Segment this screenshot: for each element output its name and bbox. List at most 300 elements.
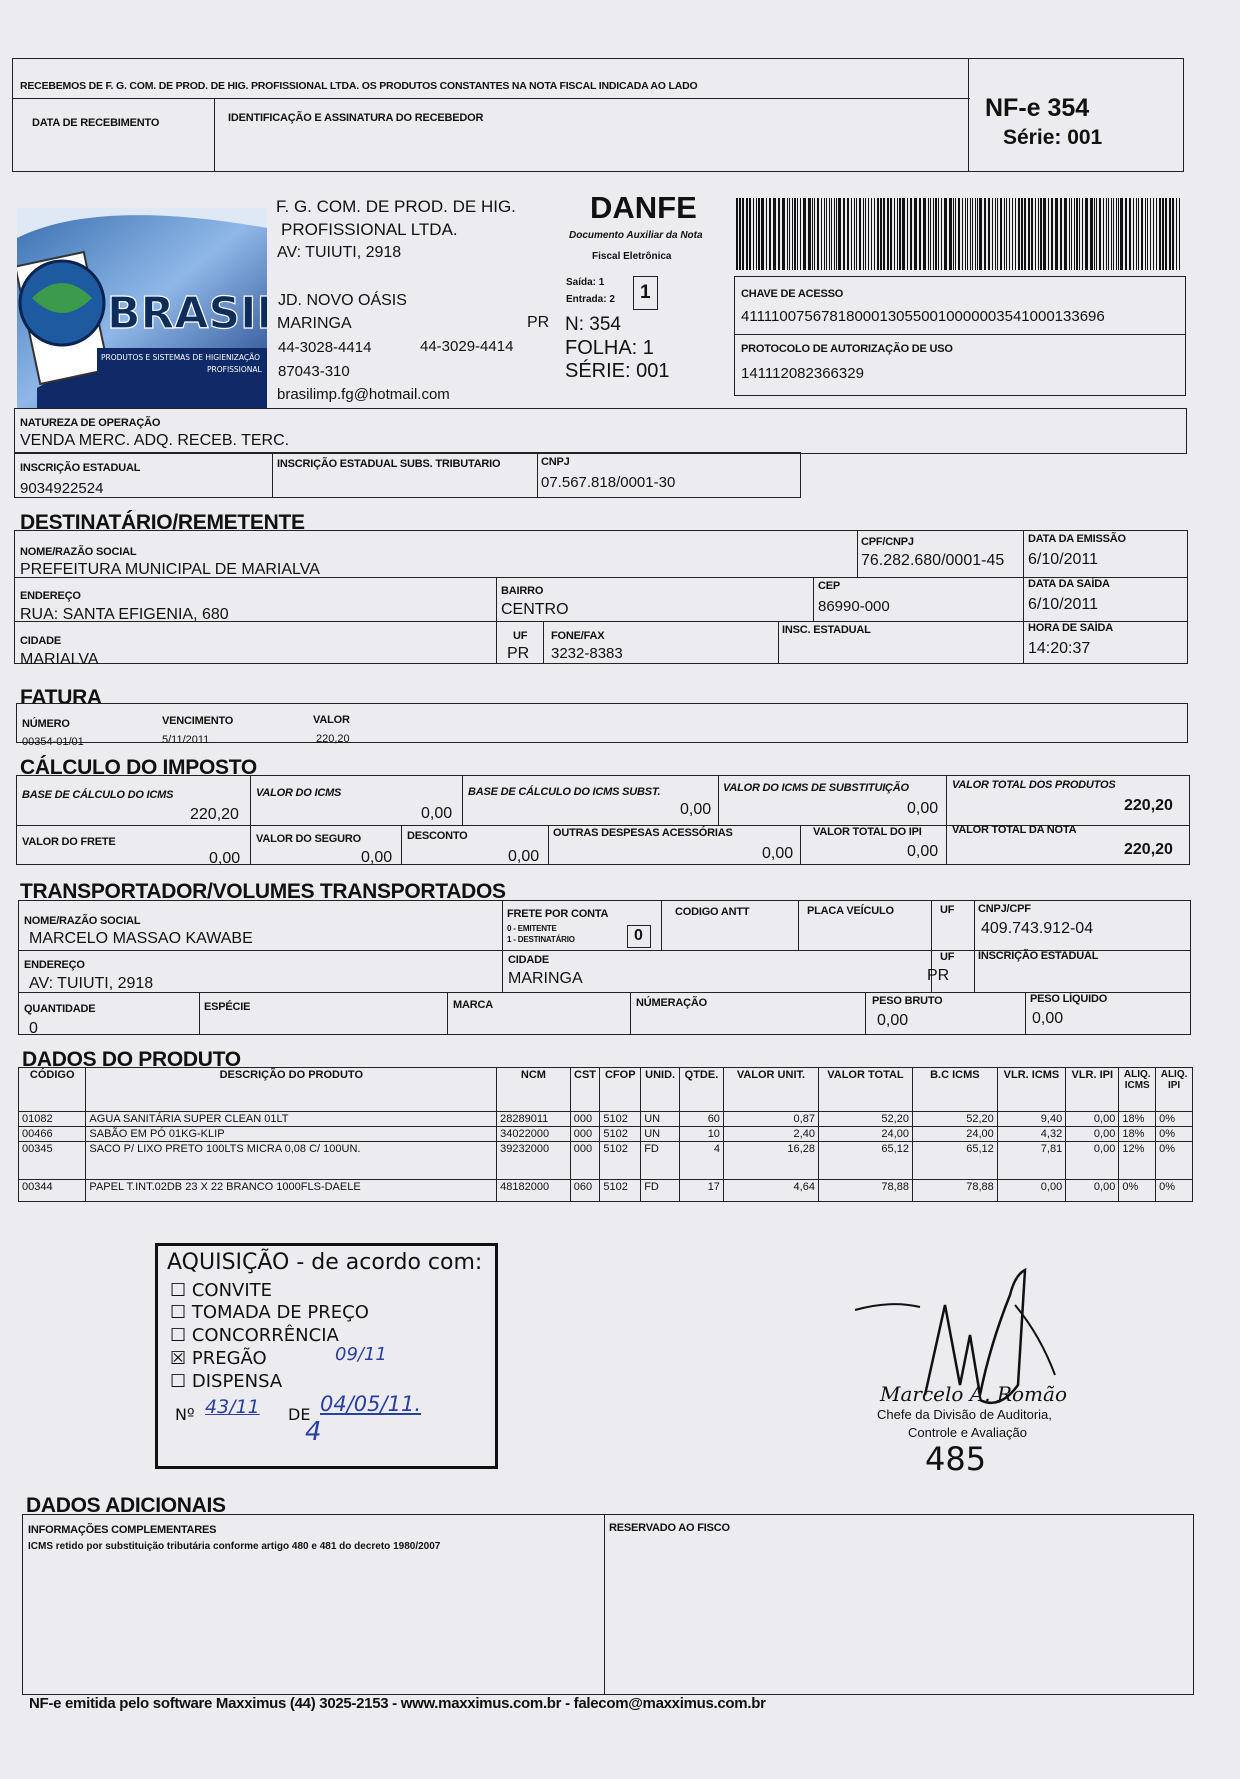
divider <box>272 452 273 498</box>
barcode-bar <box>782 198 785 270</box>
carrier-ie-label: INSCRIÇÃO ESTADUAL <box>978 950 1099 962</box>
barcode-bar <box>758 198 760 270</box>
table-cell: 0% <box>1156 1142 1193 1180</box>
frete-option-1: 0 - EMITENTE <box>507 924 557 933</box>
divider <box>214 98 215 172</box>
table-cell: 000 <box>570 1127 600 1142</box>
stamp-option-concorrencia: ☐ CONCORRÊNCIA <box>170 1325 339 1346</box>
stamp-option-tomada: ☐ TOMADA DE PREÇO <box>170 1302 369 1323</box>
table-cell: 00345 <box>19 1142 86 1180</box>
barcode-bar <box>1079 198 1080 270</box>
frete-label: VALOR DO FRETE <box>22 836 116 848</box>
table-cell: 18% <box>1119 1112 1156 1127</box>
col-cst: CST <box>570 1068 600 1112</box>
col-descricao: DESCRIÇÃO DO PRODUTO <box>86 1068 497 1112</box>
stamp-option-tomada-label: TOMADA DE PREÇO <box>191 1302 369 1323</box>
barcode-bar <box>1136 198 1137 270</box>
dest-name-label: NOME/RAZÃO SOCIAL <box>20 546 137 558</box>
barcode-bar <box>749 198 751 270</box>
table-cell: 0,87 <box>723 1112 818 1127</box>
cnpj-label: CNPJ <box>541 456 570 468</box>
divider <box>946 775 947 865</box>
outras-label: OUTRAS DESPESAS ACESSÓRIAS <box>553 827 733 839</box>
barcode-bar <box>1133 198 1134 270</box>
divider <box>968 58 969 172</box>
col-valor-unit: VALOR UNIT. <box>723 1068 818 1112</box>
barcode-bar <box>1012 198 1013 270</box>
barcode-bar <box>851 198 852 270</box>
col-qtde: QTDE. <box>680 1068 724 1112</box>
dest-city: MARIALVA <box>20 651 99 668</box>
dest-cep: 86990-000 <box>818 598 890 615</box>
table-cell: 9,40 <box>997 1112 1065 1127</box>
ipi-label: VALOR TOTAL DO IPI <box>813 826 922 838</box>
invoice-number: 00354-01/01 <box>22 736 84 748</box>
barcode-bar <box>824 198 825 270</box>
barcode-bar <box>794 198 796 270</box>
barcode-bar <box>1018 198 1020 270</box>
table-cell: 00344 <box>19 1180 86 1202</box>
barcode-bar <box>1021 198 1023 270</box>
table-cell: FD <box>641 1180 680 1202</box>
barcode-bar <box>1085 198 1088 270</box>
table-cell: 34022000 <box>497 1127 571 1142</box>
stub-nfe-number: NF-e 354 <box>985 94 1090 122</box>
v-icms: 0,00 <box>421 805 453 822</box>
especie-label: ESPÉCIE <box>204 1001 251 1013</box>
barcode-bar <box>923 198 926 270</box>
barcode-bar <box>1096 198 1097 270</box>
stamp-extra-handwritten: 4 <box>305 1417 322 1447</box>
barcode-bar <box>1055 198 1058 270</box>
barcode-bar <box>836 198 837 270</box>
table-cell: 0,00 <box>1066 1142 1119 1180</box>
svg-text:PRODUTOS E SISTEMAS DE HIGIENI: PRODUTOS E SISTEMAS DE HIGIENIZAÇÃO <box>101 353 261 362</box>
col-aliq-ipi: ALIQ. IPI <box>1156 1068 1193 1112</box>
stamp-option-convite: ☐ CONVITE <box>170 1280 273 1301</box>
peso-liq: 0,00 <box>1032 1010 1064 1027</box>
carrier-cnpj: 409.743.912-04 <box>981 920 1094 937</box>
table-row <box>19 1127 1193 1142</box>
table-cell: UN <box>641 1112 680 1127</box>
barcode-bar <box>1118 198 1119 270</box>
table-cell: AGUA SANITÁRIA SUPER CLEAN 01LT <box>86 1112 497 1127</box>
receipt-date-label: DATA DE RECEBIMENTO <box>32 117 160 129</box>
desconto: 0,00 <box>508 848 540 865</box>
stamp-option-dispensa-label: DISPENSA <box>191 1371 283 1392</box>
company-phone-2: 44-3029-4414 <box>420 338 514 355</box>
barcode-bar <box>1015 198 1016 270</box>
barcode-bar <box>1064 198 1067 270</box>
table-cell: 28289011 <box>497 1112 571 1127</box>
stamp-no-handwritten: 43/11 <box>205 1396 260 1418</box>
frete-conta-label: FRETE POR CONTA <box>507 908 609 920</box>
barcode-bar <box>821 198 822 270</box>
table-cell: 24,00 <box>818 1127 912 1142</box>
barcode-bar <box>914 198 917 270</box>
table-cell: 000 <box>570 1142 600 1180</box>
peso-liq-label: PESO LÍQUIDO <box>1030 993 1108 1005</box>
barcode-bar <box>928 198 929 270</box>
danfe-entrada: Entrada: 2 <box>566 294 615 305</box>
stamp-option-dispensa: ☐ DISPENSA <box>170 1371 283 1392</box>
divider <box>250 775 251 825</box>
danfe-subtitle-2: Fiscal Eletrônica <box>592 251 672 262</box>
barcode-bar <box>972 198 973 270</box>
barcode-bar <box>1076 198 1078 270</box>
barcode-bar <box>1069 198 1070 270</box>
barcode-bar <box>817 198 819 270</box>
outras: 0,00 <box>762 845 794 862</box>
invoice-value: 220,20 <box>316 733 350 745</box>
barcode-bar <box>803 198 806 270</box>
col-codigo: CÓDIGO <box>19 1068 86 1112</box>
barcode-bar <box>814 198 815 270</box>
section-transportador: TRANSPORTADOR/VOLUMES TRANSPORTADOS <box>20 880 506 903</box>
barcode-bar <box>899 198 901 270</box>
company-cep: 87043-310 <box>278 363 350 380</box>
barcode-bar <box>773 198 776 270</box>
company-uf: PR <box>527 314 550 331</box>
barcode-bar <box>1006 198 1007 270</box>
barcode-bar <box>856 198 857 270</box>
table-cell: 0% <box>1156 1112 1193 1127</box>
barcode-bar <box>890 198 892 270</box>
barcode-bar <box>984 198 986 270</box>
table-cell: 5102 <box>600 1112 641 1127</box>
invoice-number-label: NÚMERO <box>22 718 70 730</box>
barcode-bar <box>868 198 869 270</box>
barcode-bar <box>847 198 849 270</box>
table-cell: 01082 <box>19 1112 86 1127</box>
seguro: 0,00 <box>361 849 393 866</box>
barcode-bar <box>831 198 832 270</box>
divider <box>974 900 975 992</box>
divider <box>734 334 1186 335</box>
fisco-label: RESERVADO AO FISCO <box>609 1522 730 1534</box>
barcode-bar <box>877 198 879 270</box>
bc-st: 0,00 <box>680 801 712 818</box>
table-row <box>19 1142 1193 1180</box>
company-phone-1: 44-3028-4414 <box>278 339 372 356</box>
access-key-label: CHAVE DE ACESSO <box>741 288 844 300</box>
table-cell: 0% <box>1119 1180 1156 1202</box>
dest-address-label: ENDEREÇO <box>20 590 81 602</box>
barcode-bar <box>1024 198 1026 270</box>
table-cell: 000 <box>570 1112 600 1127</box>
barcode-bar <box>766 198 767 270</box>
barcode-bar <box>949 198 952 270</box>
barcode-bar <box>1035 198 1036 270</box>
barcode-bar <box>1113 198 1114 270</box>
barcode-bar <box>1169 198 1171 270</box>
divider <box>199 992 200 1035</box>
divider <box>865 992 866 1035</box>
table-cell: 5102 <box>600 1127 641 1142</box>
signer-name: Marcelo A. Romão <box>880 1382 1067 1406</box>
bc-st-label: BASE DE CÁLCULO DO ICMS SUBST. <box>468 786 661 798</box>
barcode-bar <box>1176 198 1177 270</box>
carrier-uf2: PR <box>927 967 950 984</box>
stamp-pregao-handwritten: 09/11 <box>335 1344 387 1365</box>
table-cell: 16,28 <box>723 1142 818 1180</box>
table-cell: 52,20 <box>912 1112 997 1127</box>
barcode-bar <box>1179 198 1180 270</box>
barcode-bar <box>826 198 827 270</box>
total-label: VALOR TOTAL DA NOTA <box>952 824 1077 836</box>
barcode-bar <box>1004 198 1005 270</box>
divider <box>447 992 448 1035</box>
divider <box>778 621 779 664</box>
frete-value: 0 <box>634 927 643 944</box>
table-cell: 0% <box>1156 1127 1193 1142</box>
col-vlr-icms: VLR. ICMS <box>997 1068 1065 1112</box>
barcode <box>734 198 1184 270</box>
divider <box>604 1514 605 1695</box>
barcode-bar <box>1156 198 1157 270</box>
table-cell: FD <box>641 1142 680 1180</box>
company-city: MARINGA <box>277 315 352 332</box>
barcode-bar <box>979 198 982 270</box>
carrier-city: MARINGA <box>508 970 583 987</box>
numeracao-label: NÚMERAÇÃO <box>636 997 707 1009</box>
barcode-bar <box>1038 198 1039 270</box>
barcode-bar <box>1074 198 1075 270</box>
barcode-bar <box>1162 198 1164 270</box>
barcode-bar <box>962 198 963 270</box>
barcode-bar <box>753 198 754 270</box>
table-cell: 0% <box>1156 1180 1193 1202</box>
barcode-bar <box>792 198 793 270</box>
exit-date: 6/10/2011 <box>1028 596 1098 613</box>
barcode-bar <box>1028 198 1030 270</box>
bc-icms-label: BASE DE CÁLCULO DO ICMS <box>22 789 174 801</box>
cnpj-value: 07.567.818/0001-30 <box>541 474 676 491</box>
barcode-bar <box>953 198 954 270</box>
barcode-bar <box>1000 198 1002 270</box>
dest-uf-label: UF <box>513 630 528 642</box>
dest-bairro-label: BAIRRO <box>501 585 544 597</box>
barcode-bar <box>967 198 968 270</box>
barcode-bar <box>955 198 956 270</box>
col-bc-icms: B.C ICMS <box>912 1068 997 1112</box>
protocol-number: 141112082366329 <box>741 365 864 382</box>
svg-text:PROFISSIONAL: PROFISSIONAL <box>207 365 262 374</box>
table-cell: 24,00 <box>912 1127 997 1142</box>
barcode-bar <box>739 198 741 270</box>
barcode-bar <box>778 198 780 270</box>
info-label: INFORMAÇÕES COMPLEMENTARES <box>28 1524 217 1536</box>
v-prod-label: VALOR TOTAL DOS PRODUTOS <box>952 779 1116 791</box>
danfe-type: 1 <box>640 282 651 303</box>
protocol-label: PROTOCOLO DE AUTORIZAÇÃO DE USO <box>741 343 953 355</box>
footer-text: NF-e emitida pelo software Maxximus (44) 3025-2153 - www.maxximus.com.br - falecom@maxximus.com.br <box>29 1695 766 1712</box>
carrier-city-label: CIDADE <box>508 954 549 966</box>
col-aliq-icms: ALIQ. ICMS <box>1119 1068 1156 1112</box>
carrier-cnpj-label: CNPJ/CPF <box>978 903 1031 915</box>
barcode-bar <box>887 198 889 270</box>
barcode-bar <box>1129 198 1131 270</box>
table-row <box>19 1112 1193 1127</box>
barcode-bar <box>838 198 841 270</box>
receipt-text: RECEBEMOS DE F. G. COM. DE PROD. DE HIG. PROFISSIONAL LTDA. OS PRODUTOS CONSTANTES NA NOTA FISCAL INDICADA AO LADO <box>20 80 698 92</box>
divider <box>543 621 544 664</box>
divider <box>798 900 799 950</box>
peso-bruto-label: PESO BRUTO <box>872 995 943 1007</box>
dest-bairro: CENTRO <box>501 601 569 618</box>
dest-address: RUA: SANTA EFIGENIA, 680 <box>20 606 229 623</box>
barcode-bar <box>1147 198 1148 270</box>
barcode-bar <box>1009 198 1010 270</box>
table-row <box>19 1180 1193 1202</box>
barcode-bar <box>1099 198 1101 270</box>
divider <box>718 775 719 825</box>
company-address: AV: TUIUTI, 2918 <box>277 244 402 261</box>
company-name-2: PROFISSIONAL LTDA. <box>281 220 458 239</box>
barcode-bar <box>797 198 798 270</box>
table-cell: SACO P/ LIXO PRETO 100LTS MICRA 0,08 C/ 100UN. <box>86 1142 497 1180</box>
exit-date-label: DATA DA SAÍDA <box>1028 578 1110 590</box>
col-valor-total: VALOR TOTAL <box>818 1068 912 1112</box>
barcode-bar <box>1120 198 1123 270</box>
dest-cnpj: 76.282.680/0001-45 <box>861 552 1005 569</box>
divider <box>1023 530 1024 664</box>
table-cell: 4,64 <box>723 1180 818 1202</box>
dest-cnpj-label: CPF/CNPJ <box>861 536 914 548</box>
dest-phone-label: FONE/FAX <box>551 630 605 642</box>
barcode-bar <box>843 198 845 270</box>
barcode-bar <box>1150 198 1151 270</box>
barcode-bar <box>1082 198 1083 270</box>
divider <box>401 825 402 865</box>
barcode-bar <box>975 198 976 270</box>
v-icms-label: VALOR DO ICMS <box>256 787 342 799</box>
barcode-bar <box>933 198 934 270</box>
stamp-option-concorrencia-label: CONCORRÊNCIA <box>191 1325 339 1346</box>
col-cfop: CFOP <box>600 1068 641 1112</box>
ie-value: 9034922524 <box>20 480 104 497</box>
dest-name: PREFEITURA MUNICIPAL DE MARIALVA <box>20 561 320 578</box>
table-cell: 17 <box>680 1180 724 1202</box>
ie-st-label: INSCRIÇÃO ESTADUAL SUBS. TRIBUTARIO <box>277 458 501 470</box>
table-cell: 4 <box>680 1142 724 1180</box>
marca-label: MARCA <box>453 999 493 1011</box>
signer-title-2: Controle e Avaliação <box>908 1425 1028 1440</box>
dest-uf: PR <box>507 645 530 662</box>
barcode-bar <box>746 198 748 270</box>
barcode-bar <box>970 198 971 270</box>
table-cell: UN <box>641 1127 680 1142</box>
divider <box>813 577 814 621</box>
barcode-bar <box>1048 198 1049 270</box>
barcode-bar <box>769 198 771 270</box>
table-cell: 65,12 <box>818 1142 912 1180</box>
barcode-bar <box>1060 198 1062 270</box>
table-cell: 0,00 <box>1066 1127 1119 1142</box>
frete-option-2: 1 - DESTINATÁRIO <box>507 935 575 944</box>
receipt-ident-label: IDENTIFICAÇÃO E ASSINATURA DO RECEBEDOR <box>228 112 484 124</box>
exit-time: 14:20:37 <box>1028 640 1091 657</box>
barcode-bar <box>808 198 811 270</box>
barcode-bar <box>958 198 960 270</box>
carrier-name-label: NOME/RAZÃO SOCIAL <box>24 915 141 927</box>
barcode-bar <box>992 198 993 270</box>
barcode-bar <box>761 198 764 270</box>
table-cell: 60 <box>680 1112 724 1127</box>
access-key: 41111007567818000130550010000003541000133696 <box>741 308 1105 325</box>
barcode-bar <box>902 198 905 270</box>
col-ncm: NCM <box>497 1068 571 1112</box>
barcode-bar <box>1165 198 1167 270</box>
barcode-bar <box>919 198 921 270</box>
barcode-bar <box>1071 198 1072 270</box>
table-cell: 4,32 <box>997 1127 1065 1142</box>
section-fatura: FATURA <box>20 686 102 709</box>
antt-label: CODIGO ANTT <box>675 906 750 918</box>
carrier-address: AV: TUIUTI, 2918 <box>29 975 154 992</box>
natureza-value: VENDA MERC. ADQ. RECEB. TERC. <box>20 432 290 449</box>
v-st-label: VALOR DO ICMS DE SUBSTITUIÇÃO <box>723 782 909 794</box>
barcode-bar <box>829 198 830 270</box>
divider <box>548 825 549 865</box>
barcode-bar <box>1031 198 1033 270</box>
bc-icms: 220,20 <box>190 806 239 823</box>
divider <box>630 992 631 1035</box>
qtd-label: QUANTIDADE <box>24 1003 96 1015</box>
table-cell: 00466 <box>19 1127 86 1142</box>
barcode-bar <box>874 198 875 270</box>
dest-ie-label: INSC. ESTADUAL <box>782 624 871 636</box>
invoice-due: 5/11/2011 <box>162 734 210 746</box>
barcode-bar <box>854 198 855 270</box>
frete: 0,00 <box>209 850 241 867</box>
barcode-bar <box>965 198 966 270</box>
barcode-bar <box>1138 198 1139 270</box>
barcode-bar <box>880 198 882 270</box>
ie-label: INSCRIÇÃO ESTADUAL <box>20 462 141 474</box>
barcode-bar <box>1159 198 1161 270</box>
table-cell: 78,88 <box>912 1180 997 1202</box>
destinatario-box <box>14 530 1188 664</box>
exit-time-label: HORA DE SAÍDA <box>1028 622 1113 634</box>
invoice-due-label: VENCIMENTO <box>162 715 234 727</box>
products-table <box>18 1067 1193 1202</box>
barcode-bar <box>789 198 790 270</box>
company-logo <box>17 208 267 408</box>
total-nota: 220,20 <box>1124 841 1173 858</box>
table-cell: 65,12 <box>912 1142 997 1180</box>
company-district: JD. NOVO OÁSIS <box>278 292 407 309</box>
info-text: ICMS retido por substituição tributária conforme artigo 480 e 481 do decreto 1980/2007 <box>28 1541 441 1552</box>
barcode-bar <box>1172 198 1174 270</box>
barcode-bar <box>1103 198 1104 270</box>
v-prod: 220,20 <box>1124 797 1173 814</box>
barcode-bar <box>834 198 835 270</box>
section-imposto: CÁLCULO DO IMPOSTO <box>20 756 257 779</box>
carrier-address-label: ENDEREÇO <box>24 959 85 971</box>
v-st: 0,00 <box>907 800 939 817</box>
company-email: brasilimp.fg@hotmail.com <box>277 386 450 403</box>
table-cell: 52,20 <box>818 1112 912 1127</box>
table-cell: 5102 <box>600 1180 641 1202</box>
barcode-bar <box>1043 198 1046 270</box>
section-destinatario: DESTINATÁRIO/REMETENTE <box>20 511 305 534</box>
stamp-option-pregao-label: PREGÃO <box>191 1348 267 1369</box>
barcode-bar <box>910 198 912 270</box>
barcode-bar <box>812 198 813 270</box>
barcode-bar <box>1141 198 1143 270</box>
table-cell: 7,81 <box>997 1142 1065 1180</box>
